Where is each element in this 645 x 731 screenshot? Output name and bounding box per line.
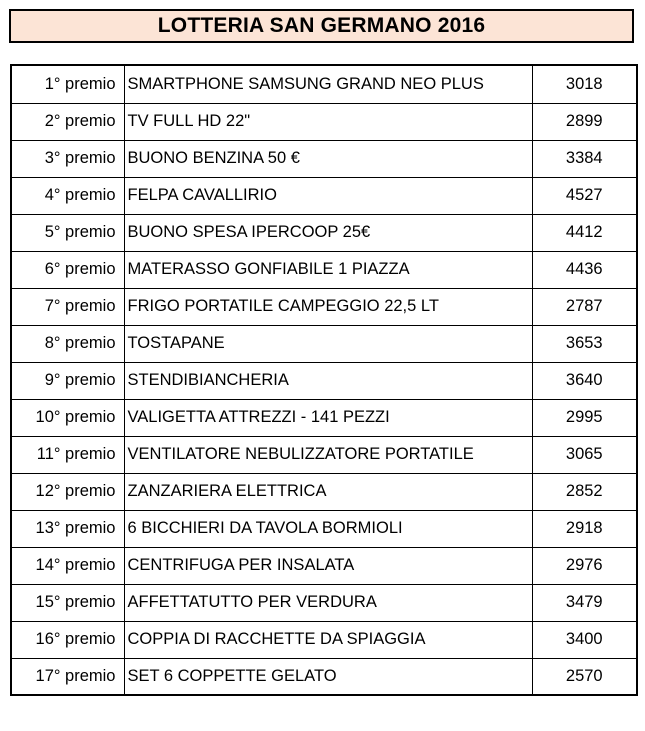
winning-number-cell: 4527 [532,177,637,214]
winning-number-cell: 4412 [532,214,637,251]
table-row [11,621,637,658]
winning-number-cell: 2570 [532,658,637,695]
page-title: LOTTERIA SAN GERMANO 2016 [157,14,486,37]
winning-number-cell: 4436 [532,251,637,288]
table-row [11,436,637,473]
prize-rank-cell: 12° premio [11,473,124,510]
prize-rank-cell: 5° premio [11,214,124,251]
prize-item-cell: BUONO BENZINA 50 € [124,140,532,177]
table-row [11,658,637,695]
prize-item-cell: COPPIA DI RACCHETTE DA SPIAGGIA [124,621,532,658]
title-banner [9,9,634,43]
prize-rank-cell: 8° premio [11,325,124,362]
table-row [11,547,637,584]
prize-rank-cell: 6° premio [11,251,124,288]
table-row [11,362,637,399]
winning-number-cell: 3018 [532,65,637,103]
prize-rank-cell: 17° premio [11,658,124,695]
prize-item-cell: SET 6 COPPETTE GELATO [124,658,532,695]
prize-rank-cell: 13° premio [11,510,124,547]
table-row [11,325,637,362]
prize-rank-cell: 11° premio [11,436,124,473]
prize-item-cell: ZANZARIERA ELETTRICA [124,473,532,510]
winning-number-cell: 2976 [532,547,637,584]
prize-rank-cell: 16° premio [11,621,124,658]
winning-number-cell: 3065 [532,436,637,473]
prize-item-cell: AFFETTATUTTO PER VERDURA [124,584,532,621]
prize-rank-cell: 10° premio [11,399,124,436]
prize-item-cell: VENTILATORE NEBULIZZATORE PORTATILE [124,436,532,473]
winning-number-cell: 3653 [532,325,637,362]
prize-rank-cell: 15° premio [11,584,124,621]
prize-rank-cell: 7° premio [11,288,124,325]
prize-rank-cell: 2° premio [11,103,124,140]
table-row [11,288,637,325]
prize-item-cell: SMARTPHONE SAMSUNG GRAND NEO PLUS [124,65,532,103]
winning-number-cell: 2852 [532,473,637,510]
prize-table-body [11,65,637,695]
table-row [11,510,637,547]
winning-number-cell: 2787 [532,288,637,325]
prize-item-cell: VALIGETTA ATTREZZI - 141 PEZZI [124,399,532,436]
prize-rank-cell: 1° premio [11,65,124,103]
table-row [11,399,637,436]
prize-item-cell: BUONO SPESA IPERCOOP 25€ [124,214,532,251]
prize-rank-cell: 14° premio [11,547,124,584]
table-row [11,473,637,510]
table-row [11,140,637,177]
prize-item-cell: MATERASSO GONFIABILE 1 PIAZZA [124,251,532,288]
winning-number-cell: 3640 [532,362,637,399]
winning-number-cell: 3400 [532,621,637,658]
table-row [11,251,637,288]
winning-number-cell: 2918 [532,510,637,547]
prize-item-cell: FRIGO PORTATILE CAMPEGGIO 22,5 LT [124,288,532,325]
prize-item-cell: TV FULL HD 22" [124,103,532,140]
table-row [11,65,637,103]
prize-rank-cell: 4° premio [11,177,124,214]
table-row [11,177,637,214]
prize-item-cell: TOSTAPANE [124,325,532,362]
prize-rank-cell: 3° premio [11,140,124,177]
prize-item-cell: STENDIBIANCHERIA [124,362,532,399]
prize-item-cell: FELPA CAVALLIRIO [124,177,532,214]
winning-number-cell: 3479 [532,584,637,621]
prize-item-cell: CENTRIFUGA PER INSALATA [124,547,532,584]
winning-number-cell: 3384 [532,140,637,177]
prize-rank-cell: 9° premio [11,362,124,399]
winning-number-cell: 2995 [532,399,637,436]
prize-item-cell: 6 BICCHIERI DA TAVOLA BORMIOLI [124,510,532,547]
table-row [11,103,637,140]
winning-number-cell: 2899 [532,103,637,140]
table-row [11,584,637,621]
table-row [11,214,637,251]
prize-table [10,64,638,696]
